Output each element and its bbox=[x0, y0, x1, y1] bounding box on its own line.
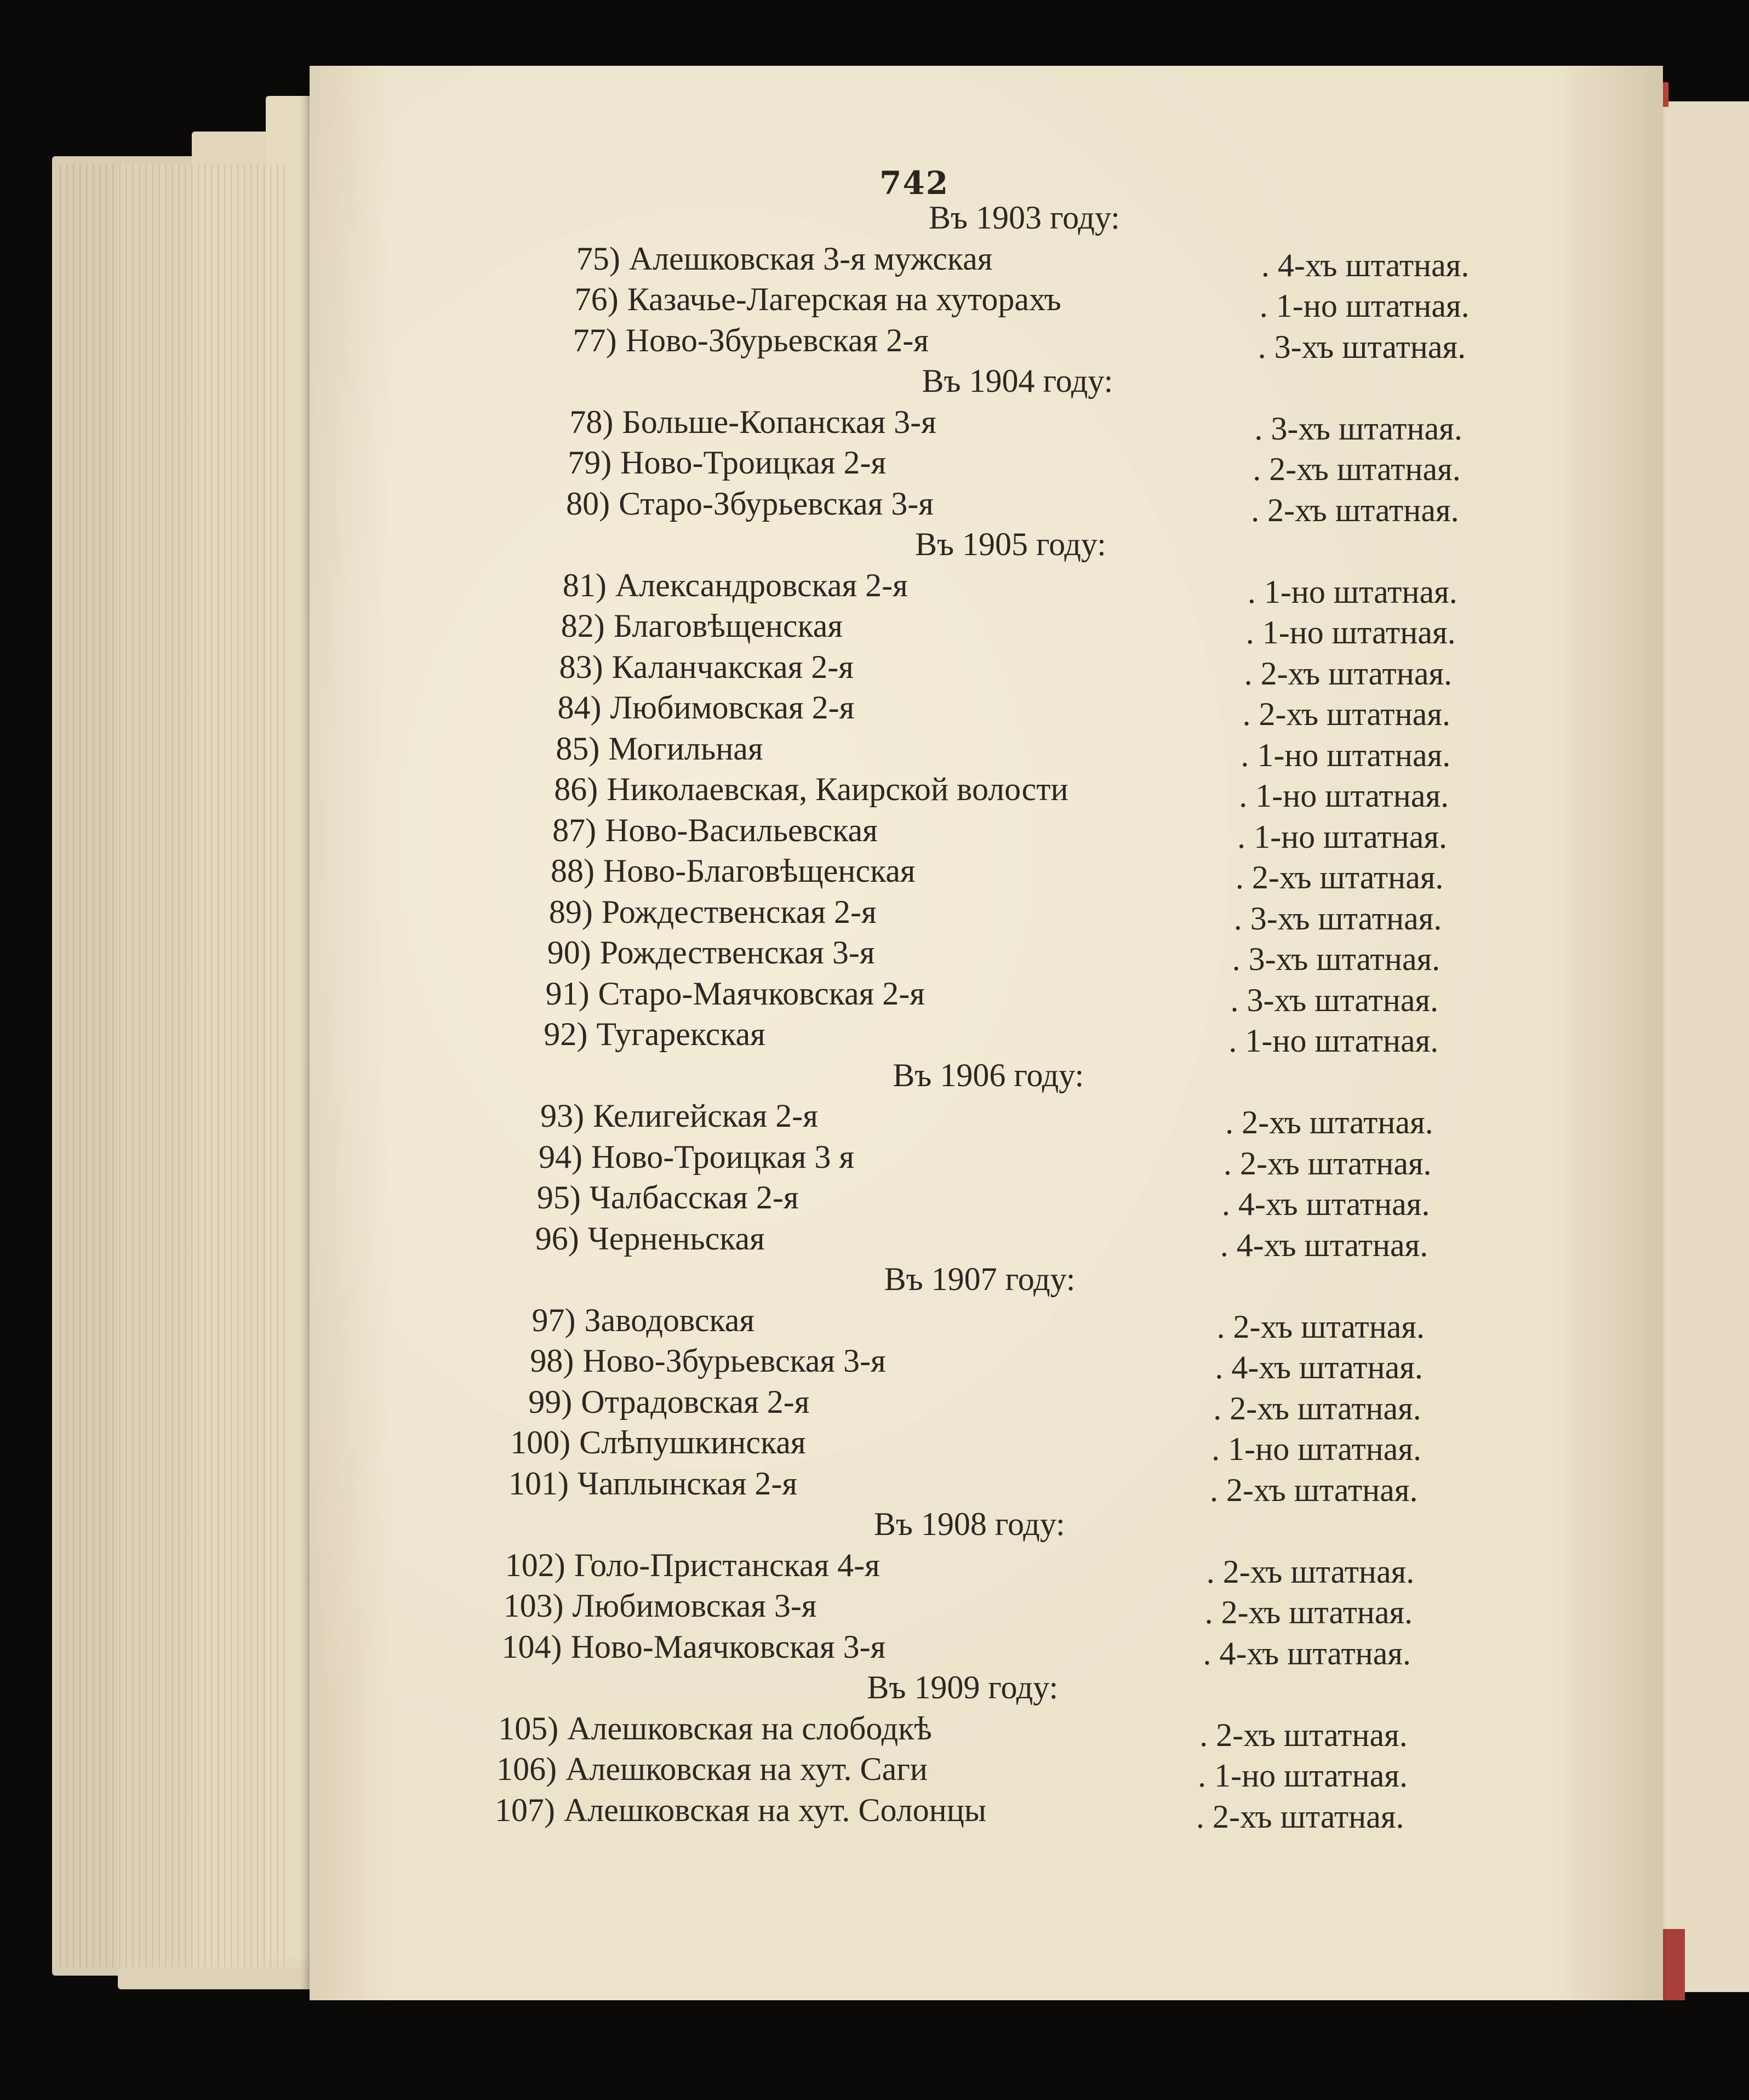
list-item bbox=[525, 810, 878, 851]
year-heading: Въ 1906 году: bbox=[893, 1057, 1084, 1093]
school-name: Тугарекская bbox=[596, 1016, 765, 1052]
year-heading: Въ 1905 году: bbox=[914, 526, 1106, 562]
list-item bbox=[501, 1382, 809, 1422]
school-name: Чалбасская 2-я bbox=[589, 1179, 799, 1216]
school-status: . 2-хъ штатная. bbox=[1216, 1308, 1425, 1345]
list-item bbox=[528, 728, 763, 769]
list-item bbox=[534, 606, 843, 646]
school-name: Ново-Збурьевская 3-я bbox=[582, 1343, 886, 1379]
school-name: Каланчакская 2-я bbox=[611, 648, 854, 685]
school-name: Алешковская на слободкѣ bbox=[567, 1710, 932, 1747]
list-item bbox=[508, 1218, 765, 1259]
school-name: Старо-Маячковская 2-я bbox=[598, 975, 925, 1012]
school-name: Голо-Пристанская 4-я bbox=[574, 1547, 880, 1583]
list-item bbox=[522, 892, 877, 932]
school-status: . 2-хъ штатная. bbox=[1225, 1104, 1433, 1140]
school-name: Благовѣщенская bbox=[613, 608, 843, 644]
list-item bbox=[505, 1300, 755, 1340]
school-status: . 1-но штатная. bbox=[1245, 614, 1456, 650]
item-number: 88) bbox=[550, 853, 595, 889]
list-item bbox=[530, 687, 854, 728]
item-number: 100) bbox=[510, 1424, 571, 1460]
item-number: 99) bbox=[528, 1383, 573, 1420]
school-name: Ново-Збурьевская 2-я bbox=[625, 322, 929, 358]
school-name: Алешковская на хут. Солонцы bbox=[563, 1791, 987, 1828]
item-number: 98) bbox=[530, 1343, 574, 1379]
school-name: Любимовская 3-я bbox=[572, 1588, 817, 1624]
school-status: . 4-хъ штатная. bbox=[1261, 247, 1470, 283]
school-name: Келигейская 2-я bbox=[593, 1098, 818, 1134]
item-number: 84) bbox=[557, 689, 602, 726]
school-status: . 1-но штатная. bbox=[1237, 818, 1447, 855]
school-status: . 1-но штатная. bbox=[1198, 1757, 1408, 1794]
list-item bbox=[540, 442, 886, 483]
list-item bbox=[518, 973, 925, 1014]
school-status: . 2-хъ штатная. bbox=[1204, 1594, 1413, 1630]
item-number: 97) bbox=[531, 1302, 576, 1338]
school-name: Заводовская bbox=[584, 1302, 755, 1338]
document-page bbox=[310, 66, 1663, 2000]
list-item bbox=[539, 483, 934, 524]
item-number: 95) bbox=[536, 1179, 581, 1216]
school-status: . 3-хъ штатная. bbox=[1233, 900, 1442, 937]
school-name: Александровская 2-я bbox=[615, 567, 908, 603]
school-status: . 2-хъ штатная. bbox=[1251, 492, 1459, 528]
school-status: . 4-хъ штатная. bbox=[1215, 1349, 1423, 1385]
item-number: 83) bbox=[559, 648, 603, 685]
item-number: 87) bbox=[552, 812, 597, 848]
item-number: 93) bbox=[540, 1098, 585, 1134]
page-number: 742 bbox=[879, 164, 950, 202]
school-name: Старо-Збурьевская 3-я bbox=[619, 485, 934, 522]
item-number: 82) bbox=[561, 608, 605, 644]
school-name: Больше-Копанская 3-я bbox=[622, 403, 936, 440]
school-name: Черненьская bbox=[587, 1220, 765, 1257]
school-name: Чаплынская 2-я bbox=[578, 1465, 797, 1502]
item-number: 103) bbox=[503, 1588, 564, 1624]
list-item bbox=[535, 565, 908, 606]
list-item bbox=[494, 1545, 880, 1585]
school-name: Ново-Маячковская 3-я bbox=[570, 1628, 886, 1665]
item-number: 90) bbox=[547, 934, 591, 971]
school-status: . 4-хъ штатная. bbox=[1221, 1186, 1430, 1222]
school-name: Отрадовская 2-я bbox=[581, 1383, 810, 1420]
item-number: 104) bbox=[501, 1628, 562, 1665]
school-status: . 3-хъ штатная. bbox=[1258, 328, 1466, 365]
school-status: . 1-но штатная. bbox=[1239, 778, 1449, 814]
school-status: . 1-но штатная. bbox=[1259, 288, 1470, 324]
list-item bbox=[484, 1790, 986, 1830]
list-item bbox=[502, 1340, 885, 1381]
school-status: . 1-но штатная. bbox=[1211, 1431, 1422, 1467]
list-item bbox=[549, 238, 993, 279]
school-status: . 2-хъ штатная. bbox=[1199, 1716, 1408, 1753]
list-item bbox=[487, 1708, 932, 1749]
school-name: Любимовская 2-я bbox=[610, 689, 855, 726]
item-number: 96) bbox=[535, 1220, 579, 1257]
item-number: 92) bbox=[544, 1016, 588, 1052]
list-item bbox=[546, 320, 929, 361]
year-heading: Въ 1903 году: bbox=[929, 199, 1120, 236]
page-edges-texture bbox=[55, 164, 285, 1967]
item-number: 86) bbox=[554, 771, 598, 807]
item-number: 85) bbox=[556, 730, 600, 767]
school-status: . 2-хъ штатная. bbox=[1235, 859, 1444, 895]
list-item bbox=[510, 1177, 799, 1218]
school-name: Николаевская, Каирской волости bbox=[607, 771, 1068, 807]
item-number: 89) bbox=[548, 893, 593, 930]
school-status: . 2-хъ штатная. bbox=[1213, 1390, 1421, 1426]
item-number: 79) bbox=[568, 444, 612, 481]
school-name: Алешковская 3-я мужская bbox=[628, 240, 993, 277]
school-status: . 2-хъ штатная. bbox=[1224, 1145, 1432, 1182]
school-status: . 2-хъ штатная. bbox=[1196, 1798, 1404, 1835]
item-number: 102) bbox=[505, 1547, 565, 1583]
list-item bbox=[527, 769, 1068, 809]
school-status: . 1-но штатная. bbox=[1241, 737, 1451, 773]
school-status: . 4-хъ штатная. bbox=[1203, 1635, 1411, 1671]
school-status: . 1-но штатная. bbox=[1228, 1023, 1439, 1059]
school-status: . 3-хъ штатная. bbox=[1254, 410, 1462, 447]
item-number: 75) bbox=[576, 240, 620, 277]
school-status: . 4-хъ штатная. bbox=[1220, 1226, 1428, 1263]
school-name: Ново-Васильевская bbox=[605, 812, 878, 848]
list-item bbox=[511, 1137, 854, 1177]
list-item bbox=[542, 402, 936, 442]
item-number: 101) bbox=[508, 1465, 569, 1502]
list-item bbox=[499, 1422, 805, 1463]
school-name: Казачье-Лагерская на хуторахъ bbox=[627, 281, 1061, 317]
item-number: 105) bbox=[498, 1710, 559, 1747]
year-heading: Въ 1904 году: bbox=[922, 363, 1113, 399]
school-name: Ново-Троицкая 2-я bbox=[620, 444, 887, 481]
item-number: 78) bbox=[569, 403, 614, 440]
facing-page bbox=[1660, 101, 1749, 1992]
school-name: Ново-Троицкая 3 я bbox=[591, 1138, 854, 1175]
school-status: . 2-хъ штатная. bbox=[1206, 1553, 1415, 1590]
list-item bbox=[513, 1095, 818, 1136]
list-item bbox=[547, 279, 1061, 319]
school-name: Алешковская на хут. Саги bbox=[565, 1751, 928, 1787]
list-item bbox=[520, 932, 875, 973]
item-number: 91) bbox=[545, 975, 590, 1012]
school-status: . 2-хъ штатная. bbox=[1242, 696, 1450, 732]
list-item bbox=[498, 1463, 797, 1504]
item-number: 77) bbox=[573, 322, 617, 358]
year-heading: Въ 1907 году: bbox=[884, 1261, 1076, 1297]
year-heading: Въ 1909 году: bbox=[867, 1669, 1059, 1705]
list-item bbox=[485, 1749, 928, 1789]
item-number: 81) bbox=[562, 567, 607, 603]
school-status: . 2-хъ штатная. bbox=[1244, 655, 1453, 692]
school-name: Могильная bbox=[608, 730, 763, 767]
item-number: 106) bbox=[496, 1751, 557, 1787]
school-status: . 2-хъ штатная. bbox=[1253, 451, 1461, 487]
school-status: . 2-хъ штатная. bbox=[1210, 1471, 1418, 1508]
list-item bbox=[516, 1014, 765, 1054]
list-item bbox=[523, 851, 916, 891]
item-number: 80) bbox=[566, 485, 610, 522]
list-item bbox=[490, 1627, 885, 1667]
list-item bbox=[532, 647, 854, 687]
item-number: 76) bbox=[574, 281, 619, 317]
item-number: 94) bbox=[539, 1138, 583, 1175]
list-item bbox=[493, 1585, 817, 1626]
year-heading: Въ 1908 году: bbox=[873, 1506, 1065, 1542]
school-name: Ново-Благовѣщенская bbox=[603, 853, 916, 889]
school-name: Слѣпушкинская bbox=[579, 1424, 806, 1460]
school-status: . 3-хъ штатная. bbox=[1232, 941, 1441, 977]
school-status: . 3-хъ штатная. bbox=[1230, 981, 1439, 1018]
school-status: . 1-но штатная. bbox=[1247, 573, 1458, 610]
school-name: Рождественская 3-я bbox=[599, 934, 875, 971]
school-name: Рождественская 2-я bbox=[601, 893, 877, 930]
item-number: 107) bbox=[494, 1791, 555, 1828]
